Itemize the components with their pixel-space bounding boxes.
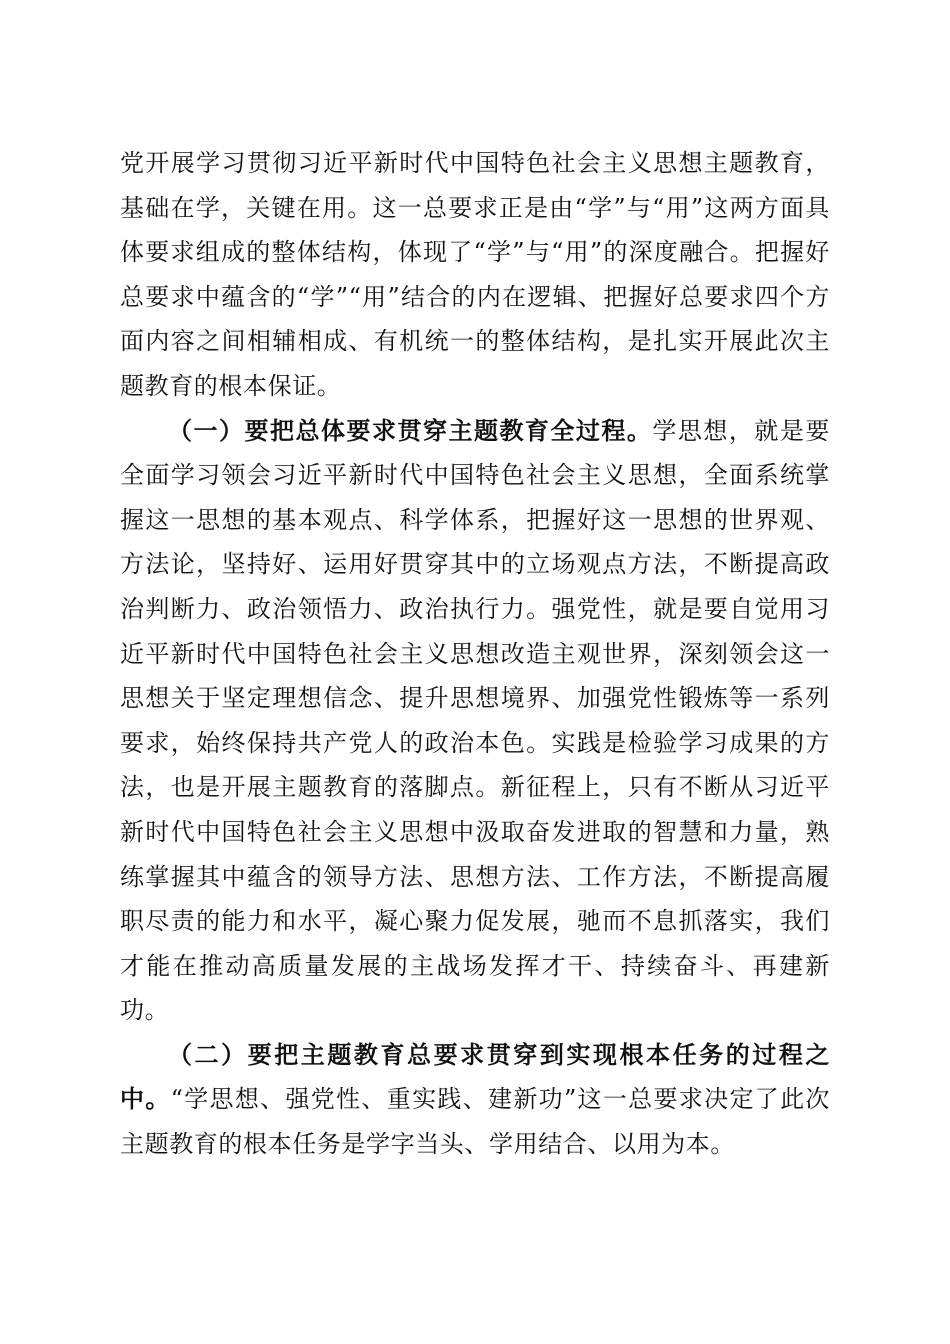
paragraph-section-2: [120, 1033, 830, 1167]
section-1-text: 学思想，就是要全面学习领会习近平新时代中国特色社会主义思想，全面系统掌握这一思想的基本观点、科学体系，把握好这一思想的世界观、方法论，坚持好、运用好贯穿其中的立场观点方法，不断提高政治判断力、政治领悟力、政治执行力。强党性，就是要自觉用习近平新时代中国特色社会主义思想改造主观世界，深刻领会这一思想关于坚定理想信念、提升思想境界、加强党性锻炼等一系列要求，始终保持共产党人的政治本色。实践是检验学习成果的方法，也是开展主题教育的落脚点。新征程上，只有不断从习近平新时代中国特色社会主义思想中汲取奋发进取的智慧和力量，熟练掌握其中蕴含的领导方法、思想方法、工作方法，不断提高履职尽责的能力和水平，凝心聚力促发展，驰而不息抓落实，我们才能在推动高质量发展的主战场发挥才干、持续奋斗、再建新功。: [120, 416, 830, 1025]
paragraph-section-1: [120, 409, 830, 1033]
section-1-heading: （一）要把总体要求贯穿主题教育全过程。: [168, 416, 653, 445]
section-2-text: “学思想、强党性、重实践、建新功”这一总要求决定了此次主题教育的根本任务是学字当头、学用结合、以用为本。: [120, 1085, 830, 1159]
section-2-heading: （二）要把主题教育总要求贯穿到实现根本任务的过程之中。: [120, 1040, 830, 1114]
document-body: [120, 141, 830, 1167]
paragraph-intro-text: 党开展学习贯彻习近平新时代中国特色社会主义思想主题教育，基础在学，关键在用。这一总要求正是由“学”与“用”这两方面具体要求组成的整体结构，体现了“学”与“用”的深度融合。把握好总要求中蕴含的“学”“用”结合的内在逻辑、把握好总要求四个方面内容之间相辅相成、有机统一的整体结构，是扎实开展此次主题教育的根本保证。: [120, 149, 830, 400]
paragraph-intro: [120, 141, 830, 409]
